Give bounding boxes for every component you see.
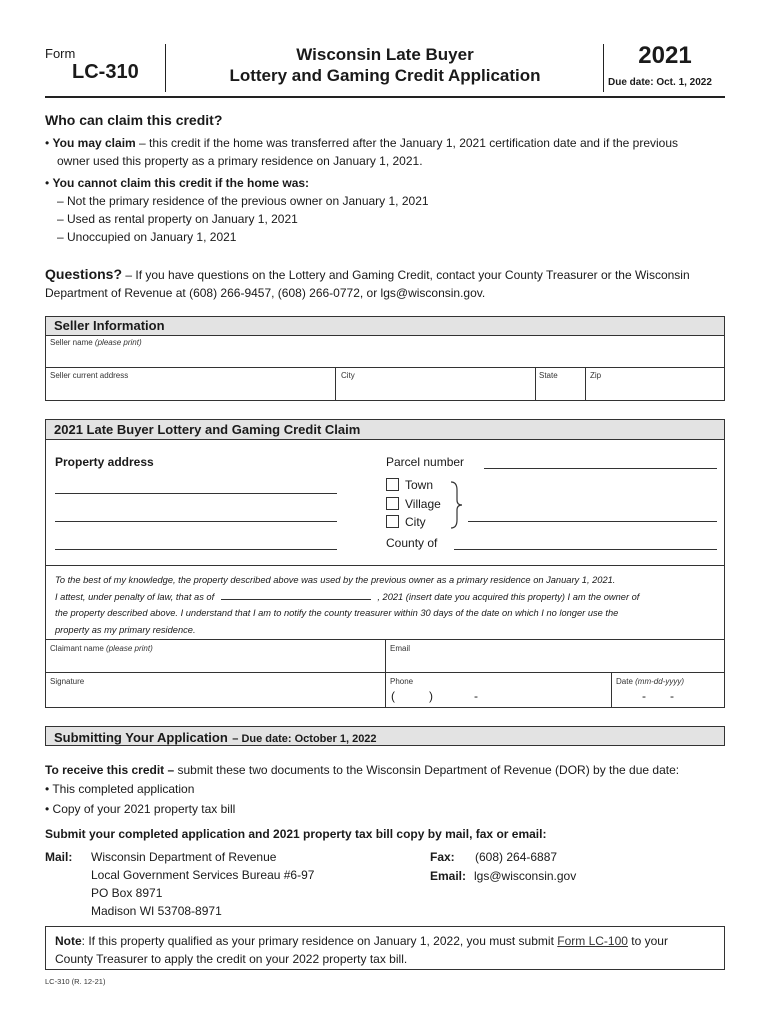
list-item: • This completed application [45, 782, 195, 796]
note-bold: Note [55, 934, 82, 948]
seller-city-label: City [341, 371, 355, 380]
village-checkbox[interactable] [386, 497, 399, 510]
fax-value: (608) 264-6887 [475, 850, 558, 864]
claim-heading: 2021 Late Buyer Lottery and Gaming Credit Claim [46, 420, 724, 440]
cannot-claim-text: • You cannot claim this credit if the home was: – Not the primary residence of the previous owner on January 1, 2021 – Used as rental property on January 1, 2021 – Unoccupied on January 1, 2021 [45, 176, 429, 244]
questions-bold: Questions? [45, 266, 123, 282]
email-label: Email [390, 644, 411, 653]
questions-text: Questions? – If you have questions on the Lottery and Gaming Credit, contact your County Treasurer or the Wisconsin Department of Revenue at (608) 266-9457, (608) 266-0772, or lgs@wisconsin.gov. [45, 266, 690, 300]
email-contact-value[interactable]: lgs@wisconsin.gov [474, 869, 577, 883]
seller-zip-label: Zip [590, 371, 602, 380]
seller-address-field[interactable] [46, 368, 336, 400]
submit-heading-bar [45, 726, 725, 746]
seller-address-label: Seller current address [50, 371, 129, 380]
attestation-line-2a: I attest, under penalty of law, that as of [55, 591, 215, 602]
may-claim-bold: You may claim [52, 136, 136, 150]
email-contact-label: Email: [430, 869, 467, 883]
list-item: • Copy of your 2021 property tax bill [45, 802, 236, 816]
receive-text: To receive this credit – submit these two documents to the Wisconsin Department of Revenue (DOR) by the due date: [45, 763, 680, 777]
mail-line: Local Government Services Bureau #6-97 [91, 868, 315, 882]
date-dash-1: - [642, 689, 646, 703]
seller-name-label: Seller name [50, 338, 93, 347]
phone-label: Phone [390, 677, 414, 686]
date-label: Date [616, 677, 633, 686]
form-title [190, 44, 580, 86]
mail-line: PO Box 8971 [91, 886, 163, 900]
note-box: Note: If this property qualified as your primary residence on January 1, 2022, you must submit Form LC-100 to your County Treasurer to apply the credit on your 2022 property tax bill. [45, 926, 725, 970]
form-year: 2021 [638, 42, 692, 69]
attestation-line-4: property as my primary residence. [55, 624, 196, 635]
documents-list [45, 779, 235, 819]
claimant-email-field[interactable] [386, 640, 724, 673]
title-line-1: Wisconsin Late Buyer [296, 45, 474, 64]
reason-item: – Used as rental property on January 1, 2021 [57, 212, 298, 226]
claimant-name-field[interactable]: Claimant name (please print) [46, 640, 386, 673]
city-label: City [405, 515, 426, 529]
town-label: Town [405, 478, 434, 492]
county-of-label: County of [386, 536, 438, 550]
may-claim-text: • You may claim – this credit if the home was transferred after the January 1, 2021 certification date and if the previous owner used this property as a primary residence on January 1, 2021. [45, 136, 678, 168]
submit-how: Submit your completed application and 2021 property tax bill copy by mail, fax or email: [45, 827, 547, 841]
form-label: Form [45, 46, 76, 61]
seller-name-field[interactable]: Seller name (please print) [46, 336, 724, 368]
seller-heading: Seller Information [46, 317, 724, 336]
attestation-line-1: To the best of my knowledge, the property described above was used by the previous owner as a primary residence on January 1, 2021. [55, 575, 616, 585]
form-lc100-link[interactable]: Form LC-100 [557, 934, 628, 948]
phone-open-paren: ( [391, 689, 395, 703]
seller-section [45, 316, 725, 401]
claim-section [45, 419, 725, 708]
attestation-line-2b: , 2021 (insert date you acquired this property) I am the owner of [377, 591, 640, 602]
revision-footer: LC-310 (R. 12-21) [45, 977, 106, 986]
property-address-line-1[interactable] [55, 493, 337, 494]
title-line-2: Lottery and Gaming Credit Application [229, 66, 541, 85]
county-line[interactable] [454, 549, 717, 550]
mail-line: Madison WI 53708-8971 [91, 904, 222, 918]
submit-due: – Due date: October 1, 2022 [232, 733, 377, 745]
seller-zip-field[interactable] [586, 368, 724, 400]
reason-item: – Not the primary residence of the previous owner on January 1, 2021 [57, 194, 429, 208]
phone-close-paren: ) [429, 689, 433, 703]
acquired-date-line[interactable] [221, 592, 371, 600]
receive-bold: To receive this credit – [45, 763, 175, 777]
date-field[interactable]: Date (mm-dd-yyyy) - - [616, 677, 685, 703]
note-line-2: County Treasurer to apply the credit on your 2022 property tax bill. [55, 952, 408, 966]
phone-field[interactable] [386, 673, 612, 707]
property-address-label: Property address [55, 455, 154, 469]
seller-state-label: State [539, 371, 558, 380]
property-address-line-2[interactable] [55, 521, 337, 522]
submit-heading: Submitting Your Application [54, 730, 228, 745]
village-label: Village [405, 497, 441, 511]
municipality-name-line[interactable] [468, 521, 717, 522]
header-due-date: Due date: Oct. 1, 2022 [608, 77, 712, 88]
date-dash-2: - [670, 689, 674, 703]
claimant-name-label: Claimant name [50, 644, 104, 653]
cannot-claim-bold: You cannot claim this credit if the home was: [52, 176, 310, 190]
seller-state-field[interactable] [536, 368, 586, 400]
parcel-number-line[interactable] [484, 468, 717, 469]
form-number: LC-310 [72, 61, 139, 83]
reason-item: – Unoccupied on January 1, 2021 [57, 230, 237, 244]
city-checkbox[interactable] [386, 515, 399, 528]
signature-field[interactable] [46, 673, 386, 707]
right-brace-icon [448, 480, 464, 530]
mail-line: Wisconsin Department of Revenue [91, 850, 277, 864]
parcel-number-label: Parcel number [386, 455, 465, 469]
who-heading: Who can claim this credit? [45, 112, 223, 128]
header-divider-right [603, 44, 604, 92]
property-address-line-3[interactable] [55, 549, 337, 550]
attestation-block [46, 565, 724, 640]
mail-address [91, 848, 314, 920]
mail-label: Mail: [45, 850, 73, 864]
attestation-line-3: the property described above. I understand that I am to notify the county treasurer within 30 days of the date on which I no longer use the [55, 608, 619, 618]
town-checkbox[interactable] [386, 478, 399, 491]
header-divider-left [165, 44, 166, 92]
seller-city-field[interactable] [336, 368, 536, 400]
signature-label: Signature [50, 677, 85, 686]
header-rule [45, 96, 725, 98]
phone-dash: - [474, 689, 478, 703]
fax-label: Fax: [430, 850, 455, 864]
